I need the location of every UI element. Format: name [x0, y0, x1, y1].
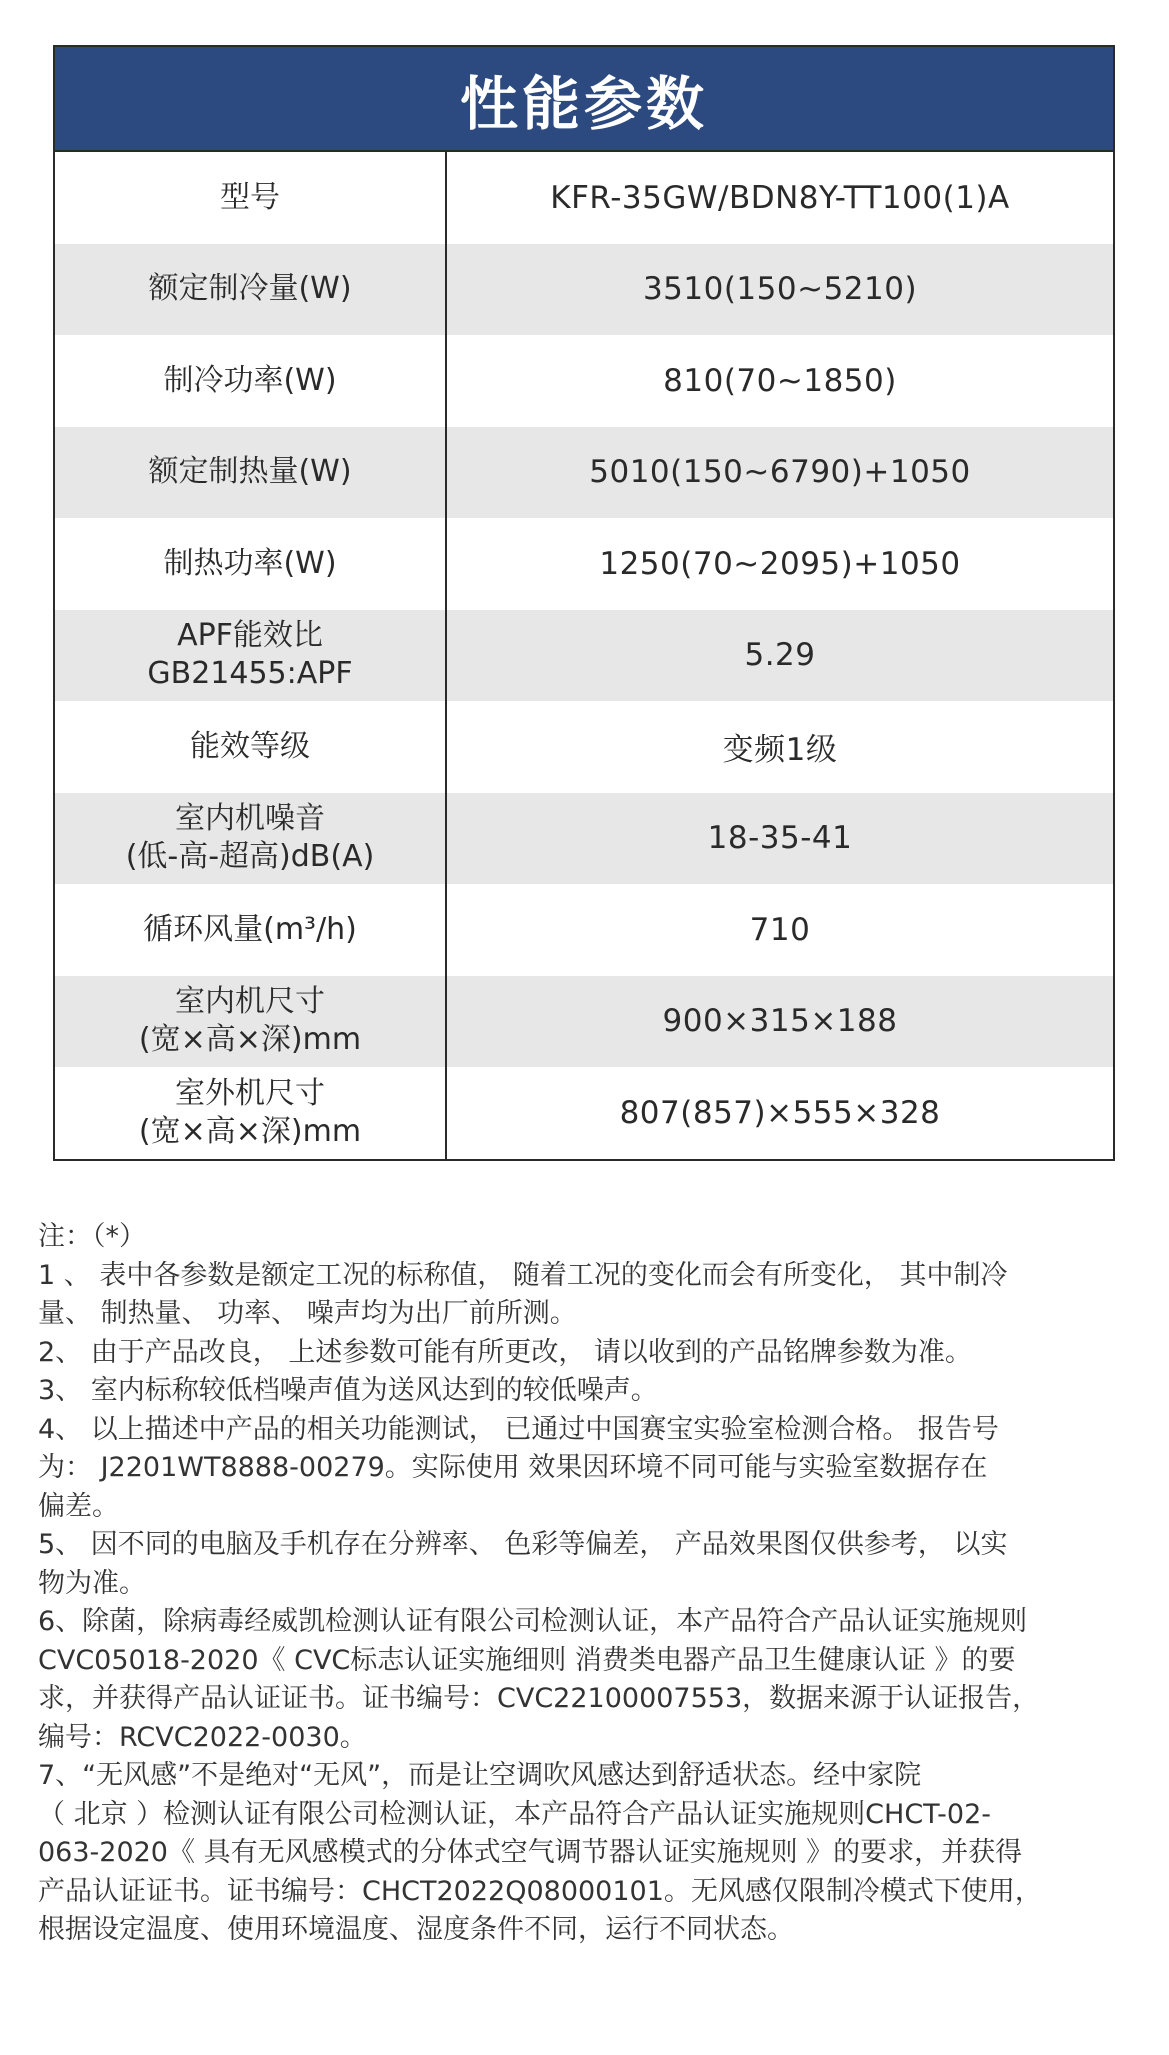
spec-row-indoor-noise: [55, 793, 1113, 885]
spec-label: 循环风量(m³/h): [55, 884, 447, 976]
spec-label: 室内机尺寸 (宽×高×深)mm: [55, 976, 447, 1068]
spec-row-energy-grade: [55, 701, 1113, 793]
spec-label: 型号: [55, 152, 447, 244]
spec-row-airflow: [55, 884, 1113, 976]
spec-row-apf: [55, 610, 1113, 702]
note-line: 3、 室内标称较低档噪声值为送风达到的较低噪声。: [38, 1375, 658, 1406]
note-line: 为： J2201WT8888-00279。实际使用 效果因环境不同可能与实验室数据存在: [38, 1452, 988, 1483]
note-line: 1 、 表中各参数是额定工况的标称值， 随着工况的变化而会有所变化， 其中制冷: [38, 1259, 1008, 1291]
spec-row-indoor-size: [55, 976, 1113, 1068]
spec-row-model: [55, 152, 1113, 244]
spec-label: 制冷功率(W): [55, 335, 447, 427]
spec-label: APF能效比 GB21455:APF: [55, 610, 447, 702]
spec-value: 900×315×188: [662, 1003, 898, 1040]
spec-table: [53, 45, 1115, 1161]
spec-table-title: 性能参数: [55, 47, 1113, 152]
spec-label: 额定制冷量(W): [55, 244, 447, 336]
spec-row-rated-cooling-capacity: [55, 244, 1113, 336]
note-line: 4、 以上描述中产品的相关功能测试， 已通过中国赛宝实验室检测合格。 报告号: [38, 1413, 999, 1445]
note-line: 求，并获得产品认证证书。证书编号：CVC22100007553，数据来源于认证报告，: [38, 1683, 1040, 1714]
note-line: 7、“无风感”不是绝对“无风”，而是让空调吹风感达到舒适状态。经中家院: [38, 1760, 922, 1791]
note-line: 063-2020《 具有无风感模式的分体式空气调节器认证实施规则 》的要求，并获得: [38, 1837, 1023, 1868]
note-line: 2、 由于产品改良， 上述参数可能有所更改， 请以收到的产品铭牌参数为准。: [38, 1336, 972, 1368]
spec-value: 710: [749, 911, 811, 948]
spec-value: 807(857)×555×328: [619, 1094, 941, 1131]
spec-row-outdoor-size: [55, 1067, 1113, 1159]
note-line: 偏差。: [38, 1490, 119, 1522]
note-line: 6、除菌，除病毒经威凯检测认证有限公司检测认证，本产品符合产品认证实施规则: [38, 1606, 1028, 1637]
note-line: 物为准。: [38, 1567, 146, 1599]
spec-value: KFR-35GW/BDN8Y-TT100(1)A: [550, 179, 1010, 216]
note-line: 编号：RCVC2022-0030。: [38, 1721, 367, 1753]
spec-value: 810(70~1850): [663, 362, 897, 399]
note-line: 根据设定温度、使用环境温度、湿度条件不同，运行不同状态。: [38, 1914, 794, 1945]
spec-label: 室外机尺寸 (宽×高×深)mm: [55, 1067, 447, 1159]
note-line: CVC05018-2020《 CVC标志认证实施细则 消费类电器产品卫生健康认证 》的要: [38, 1644, 1016, 1676]
notes-heading: 注：（*）: [38, 1221, 146, 1252]
note-line: 量、 制热量、 功率、 噪声均为出厂前所测。: [38, 1298, 577, 1329]
spec-row-rated-heating-capacity: [55, 427, 1113, 519]
note-line: 5、 因不同的电脑及手机存在分辨率、 色彩等偏差， 产品效果图仅供参考， 以实: [38, 1529, 1008, 1560]
spec-label: 室内机噪音 (低-高-超高)dB(A): [55, 793, 447, 885]
notes-section: [38, 1218, 1128, 1950]
spec-row-cooling-power: [55, 335, 1113, 427]
spec-label: 能效等级: [55, 701, 447, 793]
note-line: （ 北京 ）检测认证有限公司检测认证，本产品符合产品认证实施规则CHCT-02-: [38, 1798, 992, 1830]
spec-value: 变频1级: [722, 732, 838, 769]
spec-value: 5.29: [744, 637, 816, 674]
spec-value: 18-35-41: [707, 820, 853, 857]
spec-label: 额定制热量(W): [55, 427, 447, 519]
spec-value: 1250(70~2095)+1050: [599, 545, 961, 582]
spec-value: 3510(150~5210): [642, 271, 918, 308]
note-line: 产品认证证书。证书编号：CHCT2022Q08000101。无风感仅限制冷模式下使用，: [38, 1875, 1042, 1907]
spec-value: 5010(150~6790)+1050: [589, 454, 971, 491]
spec-row-heating-power: [55, 518, 1113, 610]
spec-label: 制热功率(W): [55, 518, 447, 610]
